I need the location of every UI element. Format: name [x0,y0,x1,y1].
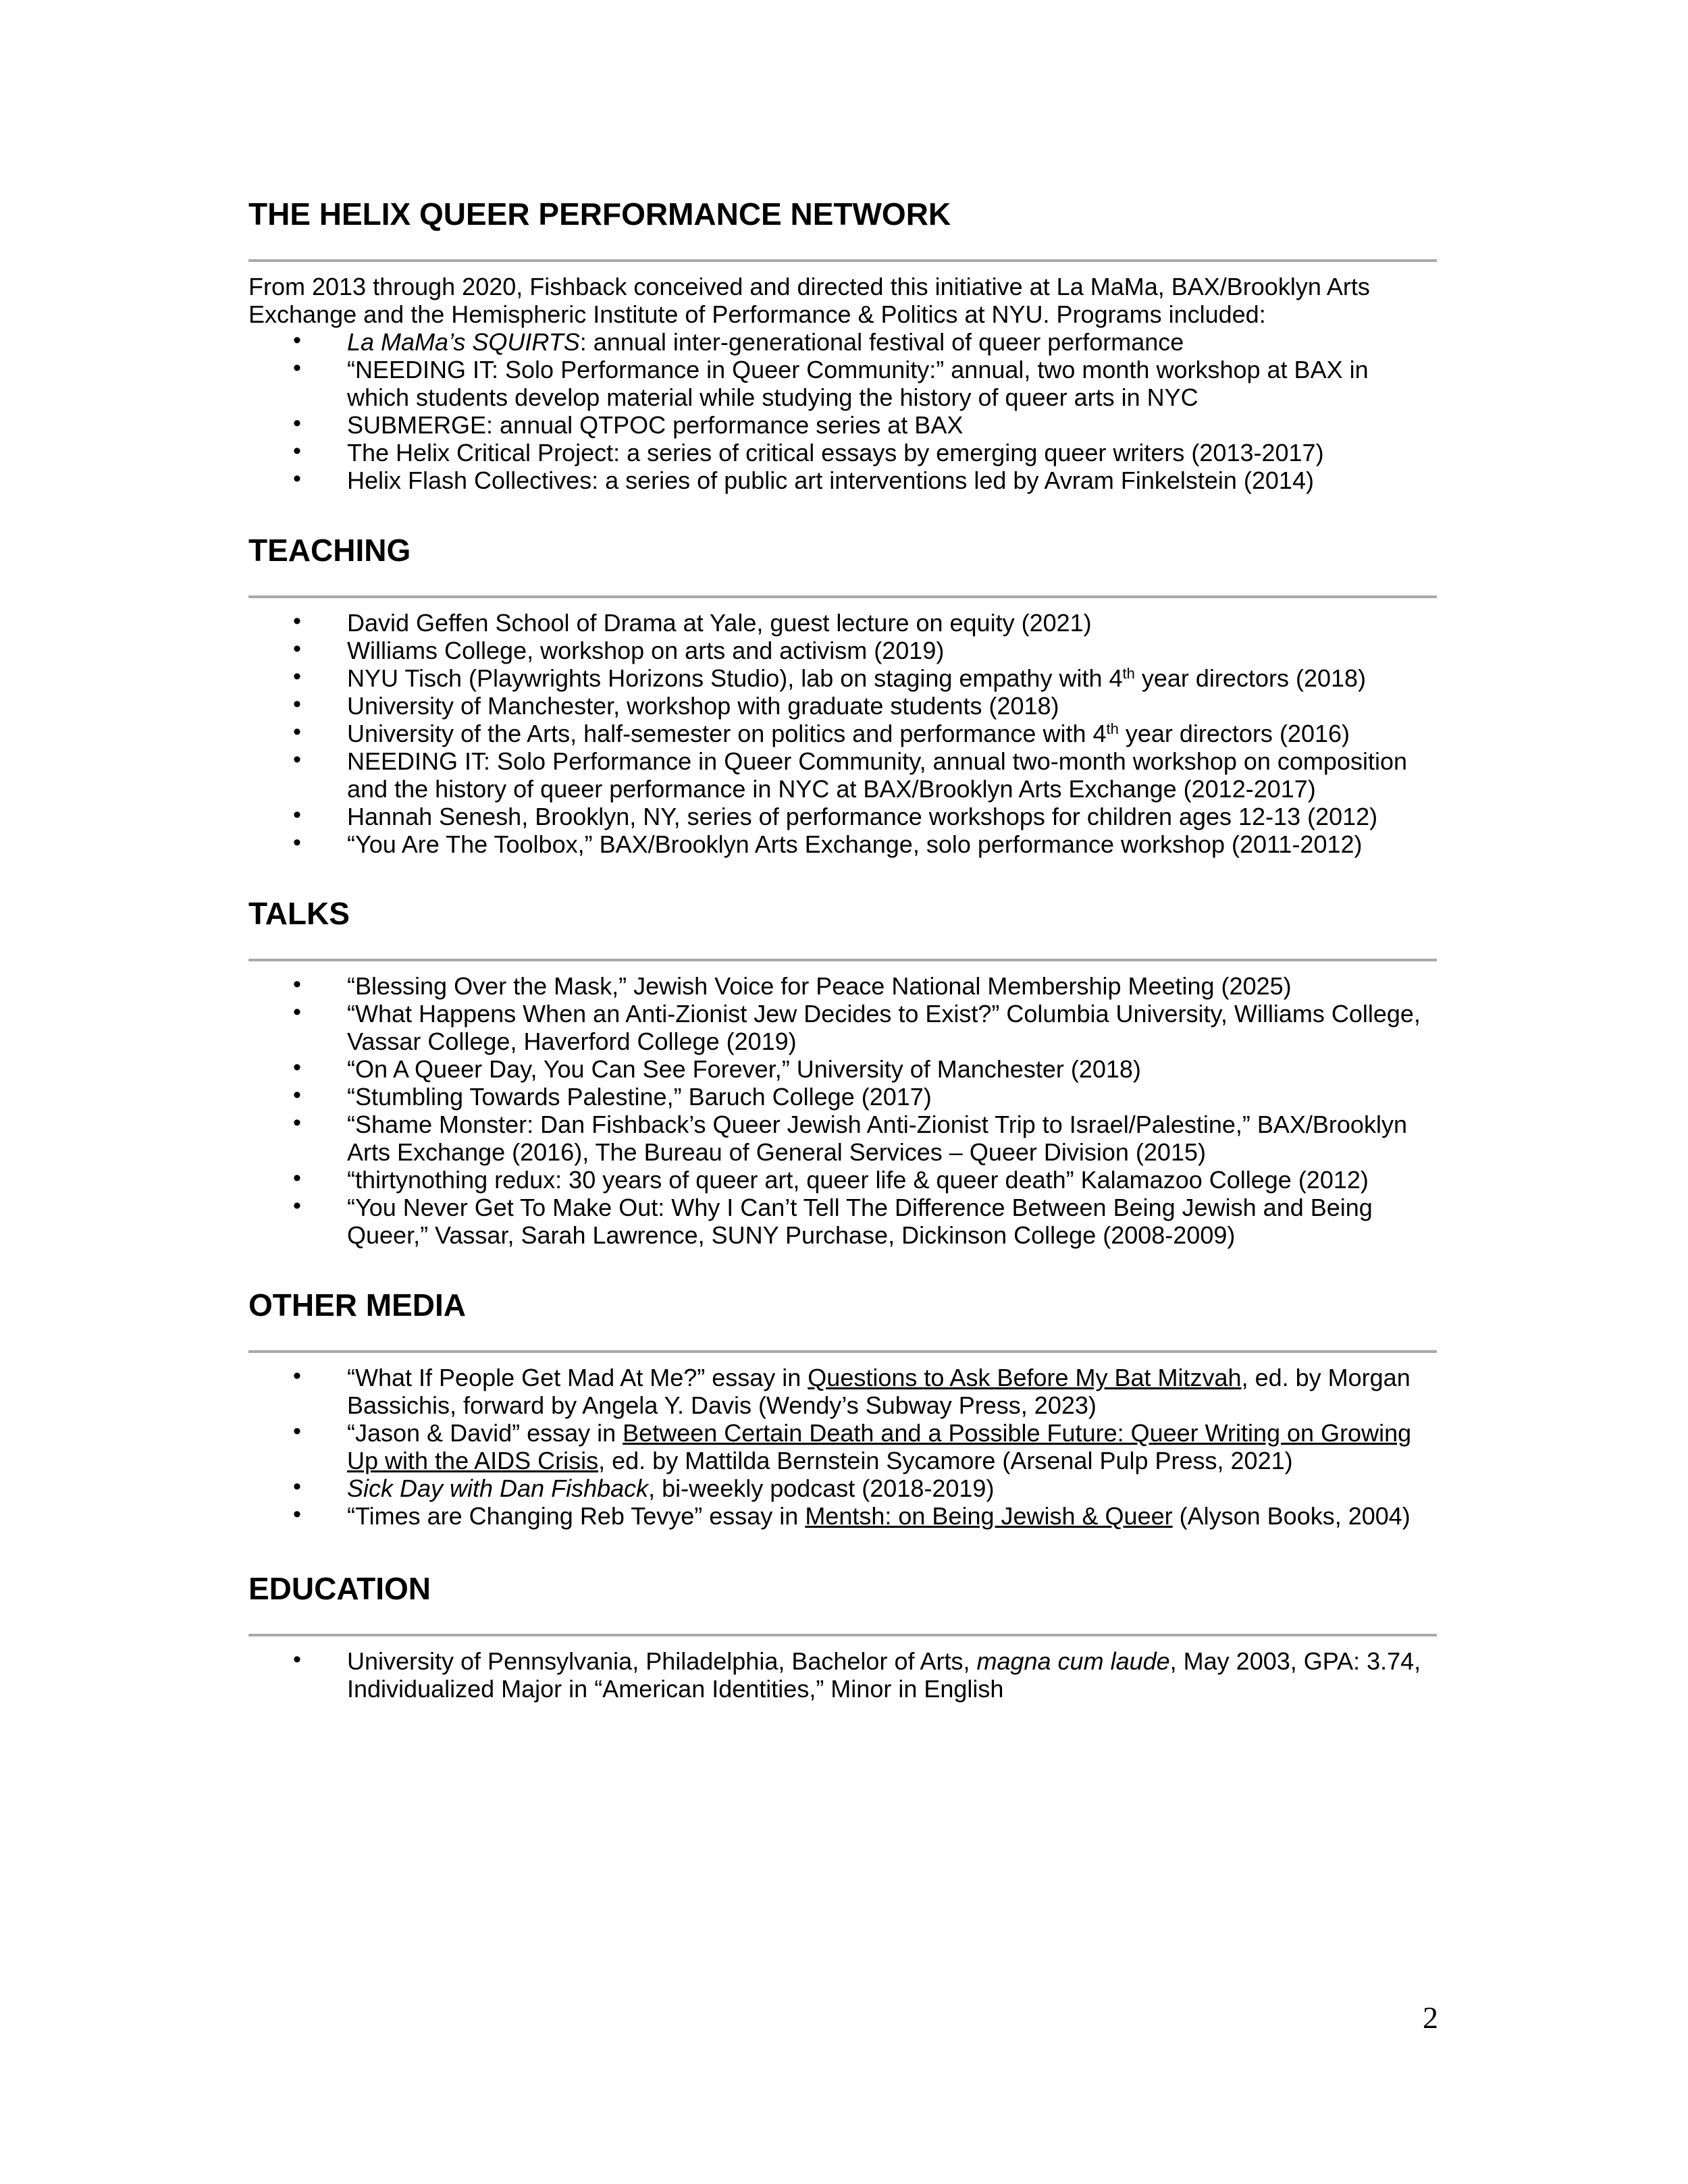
list-item: • Hannah Senesh, Brooklyn, NY, series of performance workshops for children ages 12-13 (2012) [248,803,1437,830]
list-item: • “On A Queer Day, You Can See Forever,” University of Manchester (2018) [248,1055,1437,1083]
section-teaching [248,532,1437,858]
bullet-list [248,1364,1437,1530]
bullet-list [248,1647,1437,1703]
festival-title: La MaMa’s SQUIRTS [347,328,580,356]
item-text: , ed. by Mattilda Bernstein Sycamore (Arsenal Pulp Press, 2021) [598,1447,1293,1474]
section-divider [248,595,1437,598]
bullet-list [248,609,1437,858]
item-text: , ed. by Morgan Bassichis, forward by Angela Y. Davis (Wendy’s Subway Press, 2023) [347,1364,1410,1419]
list-item [248,1647,1437,1703]
list-item: • “Stumbling Towards Palestine,” Baruch College (2017) [248,1083,1437,1111]
item-text: (Alyson Books, 2004) [1172,1502,1410,1530]
list-item: • “Blessing Over the Mask,” Jewish Voice for Peace National Membership Meeting (2025) [248,972,1437,1000]
list-item: • The Helix Critical Project: a series of critical essays by emerging queer writers (2013-2017) [248,439,1437,467]
list-item [248,1474,1437,1502]
item-text: year directors (2018) [1134,664,1367,692]
item-text: year directors (2016) [1118,720,1350,747]
list-item: • “You Never Get To Make Out: Why I Can’t Tell The Difference Between Being Jewish and Being Queer,” Vassar, Sarah Lawrence, SUNY Purchase, Dickinson College (2008-2009) [248,1194,1437,1249]
item-text: , bi-weekly podcast (2018-2019) [648,1474,995,1502]
list-item: • SUBMERGE: annual QTPOC performance series at BAX [248,411,1437,439]
page-number: 2 [1423,2000,1438,2035]
section-divider [248,1634,1437,1636]
section-divider [248,959,1437,961]
bullet-list [248,972,1437,1249]
section-heading: EDUCATION [248,1571,431,1606]
item-text: University of the Arts, half-semester on politics and performance with 4 [347,720,1107,747]
list-item [248,1502,1437,1530]
list-item [248,1419,1437,1474]
list-item [248,664,1437,692]
item-text: : annual inter-generational festival of queer performance [579,328,1184,356]
item-text: NYU Tisch (Playwrights Horizons Studio), lab on staging empathy with 4 [347,664,1123,692]
section-heading: TALKS [248,896,350,931]
ordinal-suffix: th [1106,720,1119,737]
section-helix [248,196,1437,494]
section-heading: TEACHING [248,533,411,568]
section-education [248,1570,1437,1703]
list-item: • Helix Flash Collectives: a series of public art interventions led by Avram Finkelstein (2014) [248,467,1437,494]
section-divider [248,259,1437,262]
ordinal-suffix: th [1122,665,1135,682]
list-item: • “NEEDING IT: Solo Performance in Queer Community:” annual, two month workshop at BAX in which students develop material while studying the history of queer arts in NYC [248,356,1437,411]
list-item: • “thirtynothing redux: 30 years of queer art, queer life & queer death” Kalamazoo College (2012) [248,1166,1437,1194]
section-divider [248,1350,1437,1353]
list-item: • Williams College, workshop on arts and activism (2019) [248,637,1437,664]
list-item [248,328,1437,356]
item-text: University of Pennsylvania, Philadelphia, Bachelor of Arts, [347,1647,977,1675]
item-text: “What If People Get Mad At Me?” essay in [347,1364,808,1391]
section-heading: OTHER MEDIA [248,1287,466,1323]
list-item: • “Shame Monster: Dan Fishback’s Queer Jewish Anti-Zionist Trip to Israel/Palestine,” BAX/Brooklyn Arts Exchange (2016), The Bureau of General Services – Queer Division (2015) [248,1111,1437,1166]
list-item: • University of Manchester, workshop with graduate students (2018) [248,692,1437,720]
honors: magna cum laude [976,1647,1170,1675]
bullet-list [248,328,1437,494]
section-heading: THE HELIX QUEER PERFORMANCE NETWORK [248,196,951,232]
item-text: “Times are Changing Reb Tevye” essay in [347,1502,806,1530]
list-item: • NEEDING IT: Solo Performance in Queer Community, annual two-month workshop on composition and the history of queer performance in NYC at BAX/Brooklyn Arts Exchange (2012-2017) [248,747,1437,803]
section-intro: From 2013 through 2020, Fishback conceived and directed this initiative at La MaMa, BAX/Brooklyn Arts Exchange and the Hemispheric Institute of Performance & Politics at NYU. Programs included: [248,273,1370,328]
item-text: , May 2003, GPA: 3.74, Individualized Major in “American Identities,” Minor in English [347,1647,1421,1703]
section-other-media [248,1287,1437,1530]
section-talks [248,895,1437,1249]
list-item [248,1364,1437,1419]
podcast-title: Sick Day with Dan Fishback [347,1474,649,1502]
book-title-link[interactable]: Mentsh: on Being Jewish & Queer [805,1502,1173,1530]
list-item [248,720,1437,747]
list-item: • “What Happens When an Anti-Zionist Jew Decides to Exist?” Columbia University, Williams College, Vassar College, Haverford College (2019) [248,1000,1437,1055]
book-title-link[interactable]: Between Certain Death and a Possible Future: Queer Writing on Growing Up with the AIDS Crisis [347,1419,1412,1474]
item-text: “Jason & David” essay in [347,1419,623,1447]
list-item: • David Geffen School of Drama at Yale, guest lecture on equity (2021) [248,609,1437,637]
list-item: • “You Are The Toolbox,” BAX/Brooklyn Arts Exchange, solo performance workshop (2011-2012) [248,830,1437,858]
book-title-link[interactable]: Questions to Ask Before My Bat Mitzvah [808,1364,1242,1391]
